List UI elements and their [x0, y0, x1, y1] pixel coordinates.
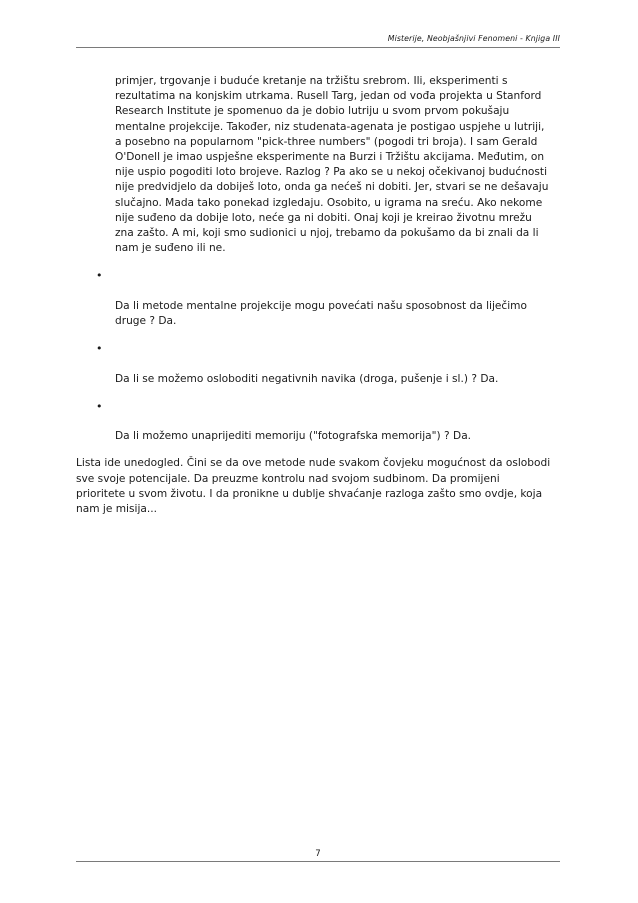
page-number: 7: [315, 849, 321, 859]
bullet-dot-icon: •: [96, 269, 103, 283]
bullet-text: Da li možemo unaprijediti memoriju ("fotografska memorija") ? Da.: [115, 430, 472, 443]
final-paragraph: Lista ide unedogled. Čini se da ove metode nude svakom čovjeku mogućnost da oslobodi sve svoje potencijale. Da preuzme kontrolu nad svojom sudbinom. Da promijeni prioritete u svom životu. I da pronikne u dublje shvaćanje razloga zašto smo ovdje, koja nam je misija...: [76, 457, 551, 516]
page-content: [76, 74, 562, 517]
header-title: Misterije, Neobjašnjivi Fenomeni - Knjiga III: [387, 34, 560, 43]
bullet-dot-icon: •: [96, 399, 103, 413]
bullet-dot-icon: •: [96, 342, 103, 356]
continued-paragraph: primjer, trgovanje i buduće kretanje na tržištu srebrom. Ili, eksperimenti s rezultatima na konjskim utrkama. Rusell Targ, jedan od vođa projekta u Stanford Research Institute je spomenuo da je dobio lutriju u svom prvom pokušaju mentalne projekcije. Također, niz studenata-agenata je postigao uspjehe u lutriji, a posebno na popularnom "pick-three numbers" (pogodi tri broja). I sam Gerald O'Donell je imao uspješne eksperimente na Burzi i Tržištu akcijama. Međutim, on nije uspio pogoditi loto brojeve. Razlog ? Pa ako se u nekoj očekivanoj budućnosti nije predvidjelo da dobiješ loto, onda ga nećeš ni dobiti. Jer, stvari se ne dešavaju slučajno. Mada tako ponekad izgledaju. Osobito, u igrama na sreću. Ako nekome nije suđeno da dobije loto, neće ga ni dobiti. Onaj koji je kreirao životnu mrežu zna zašto. A mi, koji smo sudionici u njoj, trebamo da pokušamo da bi znali da li nam je suđeno ili ne.: [115, 75, 549, 255]
bullet-text: Da li se možemo osloboditi negativnih navika (droga, pušenje i sl.) ? Da.: [115, 372, 499, 385]
page-header: [76, 34, 560, 48]
page-footer: [76, 849, 560, 862]
bullet-item: [76, 399, 562, 445]
bullet-list: [76, 268, 562, 444]
bullet-item: [76, 341, 562, 387]
bullet-text: Da li metode mentalne projekcije mogu povećati našu sposobnost da liječimo druge ? Da.: [115, 299, 527, 328]
bullet-item: [76, 268, 562, 329]
